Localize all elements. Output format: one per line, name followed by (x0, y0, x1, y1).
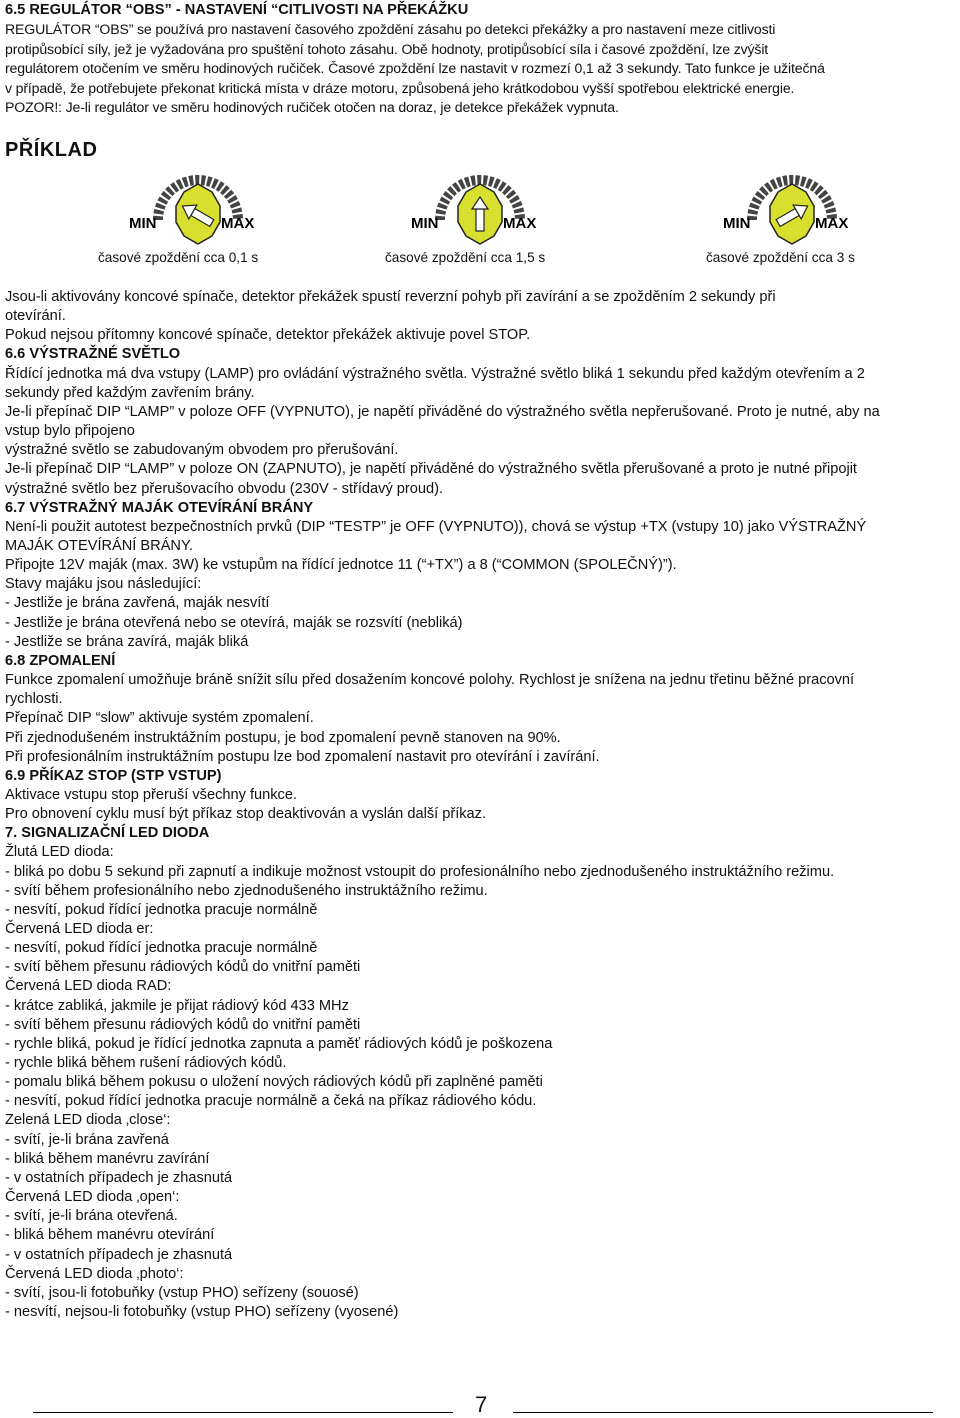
body-line: Řídící jednotka má dva vstupy (LAMP) pro ovládání výstražného světla. Výstražné světlo bliká 1 sekundu před každým otevřením a 2 (5, 365, 865, 382)
section-heading: 6.8 ZPOMALENÍ (5, 652, 116, 669)
knob-min-position (123, 162, 273, 252)
body-line: - nesvítí, pokud řídící jednotka pracuje normálně (5, 901, 318, 918)
body-line: - v ostatních případech je zhasnutá (5, 1246, 233, 1263)
body-line: Žlutá LED dioda: (5, 844, 114, 861)
body-line: - nesvítí, pokud řídící jednotka pracuje normálně (5, 940, 318, 957)
body-line: Aktivace vstupu stop přeruší všechny funkce. (5, 786, 298, 803)
section-heading: 7. SIGNALIZAČNÍ LED DIODA (5, 825, 210, 842)
body-line: Červená LED dioda RAD: (5, 978, 172, 995)
body-line: Pokud nejsou přítomny koncové spínače, detektor překážek aktivuje povel STOP. (5, 327, 531, 344)
paragraph-line: POZOR!: Je-li regulátor ve směru hodinových ručiček otočen na doraz, je detekce překážek vypnuta. (5, 99, 619, 115)
paragraph-line: REGULÁTOR “OBS” se používá pro nastavení časového zpoždění zásahu po detekci překážky a pro nastavení meze citlivosti (5, 21, 776, 37)
paragraph-line: protipůsobící síly, jež je vyžadována pro spuštění tohoto zásahu. Obě hodnoty, protipůsobící síla i časové zpoždění, lze zvýšit (5, 41, 769, 57)
knob-diagram (123, 162, 273, 252)
body-line: Zelená LED dioda ‚close‘: (5, 1112, 171, 1129)
body-line: - rychle bliká, pokud je řídící jednotka zapnuta a paměť rádiových kódů je poškozena (5, 1035, 553, 1052)
body-line: Přepínač DIP “slow” aktivuje systém zpomalení. (5, 710, 314, 727)
body-line: - svítí během přesunu rádiových kódů do vnitřní paměti (5, 1016, 361, 1033)
body-line: - Jestliže se brána zavírá, maják bliká (5, 633, 249, 650)
body-line: - v ostatních případech je zhasnutá (5, 1169, 233, 1186)
body-line: - svítí během profesionálního nebo zjednodušeného instruktážního režimu. (5, 882, 488, 899)
section-heading: 6.7 VÝSTRAŽNÝ MAJÁK OTEVÍRÁNÍ BRÁNY (5, 499, 314, 516)
body-line: Není-li použit autotest bezpečnostních prvků (DIP “TESTP” je OFF (VYPNUTO)), chová se výstup +TX (vstupy 10) jako VÝSTRAŽNÝ (5, 518, 867, 535)
body-line: - Jestliže je brána otevřená nebo se otevírá, maják se rozsvítí (nebliká) (5, 614, 463, 631)
max-label: MAX (221, 215, 255, 232)
body-line: Připojte 12V maják (max. 3W) ke vstupům na řídící jednotce 11 (“+TX”) a 8 (“COMMON (SPOLEČNÝ)”). (5, 557, 677, 574)
body-line: otevírání. (5, 308, 66, 325)
knob-diagram (405, 162, 555, 252)
body-line: výstražné světlo se zabudovaným obvodem pro přerušování. (5, 442, 399, 459)
body-line: Červená LED dioda ‚open‘: (5, 1189, 180, 1205)
body-line: Při profesionálním instruktážním postupu lze bod zpomalení nastavit pro otevírání i zavírání. (5, 748, 600, 765)
body-line: - svítí, je-li brána zavřená (5, 1131, 169, 1148)
example-title: PŘÍKLAD (5, 139, 98, 161)
footer-rule-right (513, 1412, 933, 1413)
body-line: - svítí, jsou-li fotobuňky (vstup PHO) seřízeny (souosé) (5, 1284, 359, 1301)
body-line: Jsou-li aktivovány koncové spínače, detektor překážek spustí reverzní pohyb při zavírání a se zpožděním 2 sekundy při (5, 289, 776, 305)
section-heading: 6.9 PŘÍKAZ STOP (STP VSTUP) (5, 767, 222, 784)
body-line: MAJÁK OTEVÍRÁNÍ BRÁNY. (5, 538, 193, 554)
paragraph-line: v případě, že potřebujete překonat kritická místa v dráze motoru, způsobená jeho krátkodobou vyšší spotřebou elektrické energie. (5, 80, 795, 96)
knob-caption: časové zpoždění cca 1,5 s (385, 250, 546, 265)
body-line: - rychle bliká během rušení rádiových kódů. (5, 1055, 287, 1071)
knob-max-position (717, 162, 867, 252)
body-line: - nesvítí, pokud řídící jednotka pracuje normálně a čeká na příkaz rádiového kódu. (5, 1093, 537, 1110)
knob-caption: časové zpoždění cca 0,1 s (98, 250, 259, 265)
min-label: MIN (411, 215, 439, 232)
paragraph-line: regulátorem otočením ve směru hodinových ručiček. Časové zpoždění lze nastavit v rozmezí 0,1 až 3 sekundy. Tato funkce je užitečná (5, 60, 825, 76)
knob-diagram (717, 162, 867, 252)
body-line: - Jestliže je brána zavřená, maják nesvítí (5, 595, 270, 612)
body-line: - svítí během přesunu rádiových kódů do vnitřní paměti (5, 959, 361, 976)
min-label: MIN (129, 215, 157, 232)
body-line: - bliká během manévru otevírání (5, 1227, 215, 1244)
min-label: MIN (723, 215, 751, 232)
page-number: 7 (475, 1392, 488, 1417)
body-line: - nesvítí, nejsou-li fotobuňky (vstup PHO) seřízeny (vyosené) (5, 1303, 399, 1320)
body-line: - krátce zabliká, jakmile je přijat rádiový kód 433 MHz (5, 997, 349, 1014)
body-line: - pomalu bliká během pokusu o uložení nových rádiových kódů při zaplněné paměti (5, 1074, 543, 1091)
body-line: - bliká po dobu 5 sekund při zapnutí a indikuje možnost vstoupit do profesionálního nebo zjednodušeného instruktážního režimu. (5, 863, 835, 880)
body-line: - svítí, je-li brána otevřená. (5, 1208, 178, 1225)
body-line: - bliká během manévru zavírání (5, 1150, 210, 1167)
body-line: Pro obnovení cyklu musí být příkaz stop deaktivován a vyslán další příkaz. (5, 806, 487, 822)
body-line: Červená LED dioda ‚photo‘: (5, 1265, 184, 1282)
body-line: vstup bylo připojeno (5, 423, 135, 439)
body-line: Je-li přepínač DIP “LAMP” v poloze OFF (VYPNUTO), je napětí přiváděné do výstražného světla nepřerušované. Proto je nutné, aby na (5, 403, 880, 420)
body-line: výstražné světlo bez přerušovacího obvodu (230V - střídavý proud). (5, 480, 444, 497)
body-line: Při zjednodušeném instruktážním postupu, je bod zpomalení pevně stanoven na 90%. (5, 729, 561, 746)
footer-rule-left (33, 1412, 453, 1413)
knob-caption: časové zpoždění cca 3 s (706, 250, 855, 265)
body-line: sekundy před každým zavřením brány. (5, 384, 255, 401)
section-heading: 6.6 VÝSTRAŽNÉ SVĚTLO (5, 346, 181, 363)
body-line: Stavy majáku jsou následující: (5, 576, 202, 593)
knob-mid-position (405, 162, 555, 252)
body-line: Červená LED dioda er: (5, 920, 154, 937)
max-label: MAX (503, 215, 537, 232)
section-heading-obs: 6.5 REGULÁTOR “OBS” - NASTAVENÍ “CITLIVOSTI NA PŘEKÁŽKU (5, 2, 469, 18)
body-line: Funkce zpomalení umožňuje bráně snížit sílu před dosažením koncové polohy. Rychlost je snížena na jednu třetinu běžné pracovní (5, 672, 855, 688)
body-line: Je-li přepínač DIP “LAMP” v poloze ON (ZAPNUTO), je napětí přiváděné do výstražného světla přerušované a proto je nutné připojit (5, 461, 857, 478)
max-label: MAX (815, 215, 849, 232)
body-line: rychlosti. (5, 691, 63, 708)
